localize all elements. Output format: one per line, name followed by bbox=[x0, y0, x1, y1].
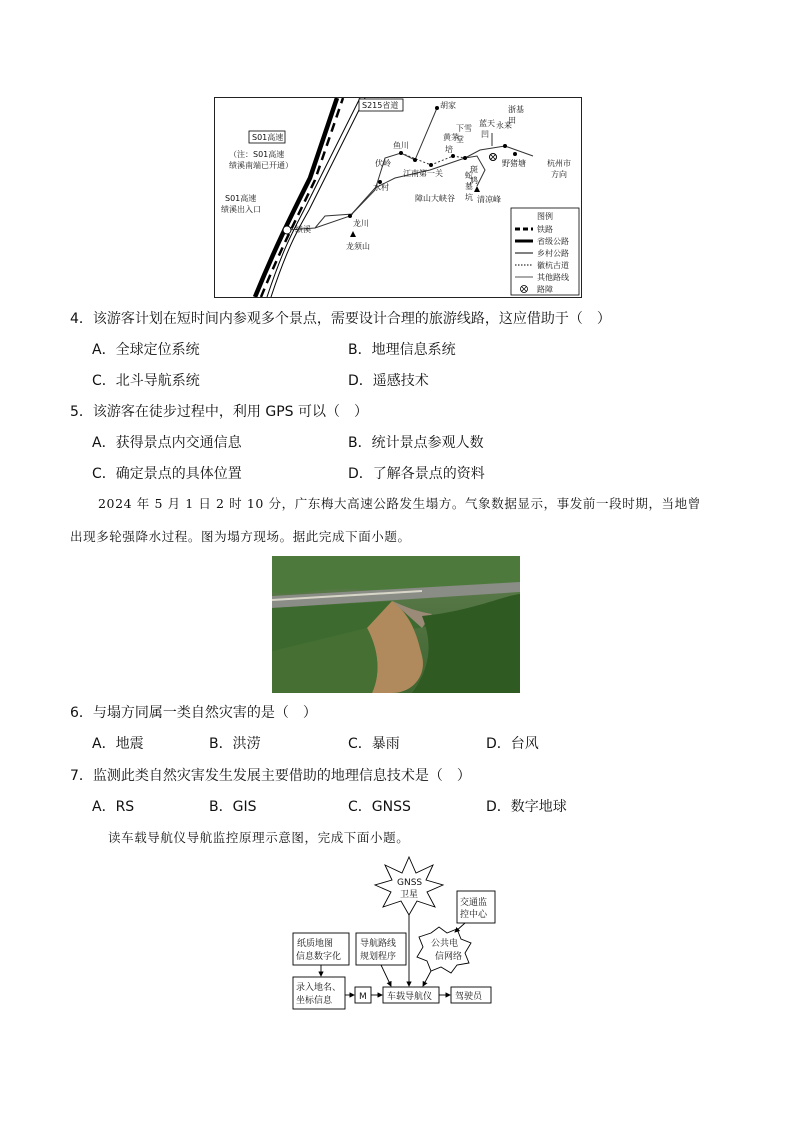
nav-label: 车载导航仪 bbox=[387, 992, 433, 1002]
legend-title: 图例 bbox=[537, 212, 553, 221]
q6-option-d[interactable]: D．台风 bbox=[486, 736, 539, 752]
m-label: M bbox=[359, 992, 367, 1002]
label-longxu: 龙须山 bbox=[346, 242, 370, 251]
route-label-1: 导航路线 bbox=[360, 939, 397, 949]
label-hujia: 胡家 bbox=[440, 101, 456, 110]
q4-option-b[interactable]: B．地理信息系统 bbox=[348, 342, 456, 358]
q5-option-a[interactable]: A．获得景点内交通信息 bbox=[92, 435, 242, 451]
mountain-icon-longxu bbox=[350, 231, 356, 237]
dot-zheji bbox=[513, 152, 517, 156]
label-jixi: 绩溪 bbox=[295, 225, 311, 234]
scenic-route-map bbox=[214, 97, 582, 298]
dot-jixi bbox=[283, 226, 291, 234]
satellite-label-2: 卫星 bbox=[400, 890, 419, 900]
route-label-2: 规划程序 bbox=[360, 952, 397, 962]
label-xiaxue: 下雪 bbox=[456, 124, 472, 133]
dot-yuchuan bbox=[413, 158, 417, 162]
label-hangzhou2: 方向 bbox=[551, 170, 567, 179]
s01-entrance-1: S01高速 bbox=[225, 194, 257, 203]
dot-banjiu bbox=[463, 156, 467, 160]
map-svg bbox=[215, 98, 581, 297]
question-6-stem: 6．与塌方同属一类自然灾害的是（ ） bbox=[70, 705, 317, 721]
passage-1-line-1: 2024 年 5 月 1 日 2 时 10 分，广东梅大高速公路发生塌方。气象数据显示，事发前一段时期，当地曾 bbox=[98, 496, 701, 511]
legend-trail: 徽杭古道 bbox=[537, 261, 569, 270]
label-shejia: 蛇 bbox=[465, 171, 473, 180]
dot-hujia bbox=[435, 106, 439, 110]
q7-option-d[interactable]: D．数字地球 bbox=[486, 799, 567, 815]
arrow-center-telecom bbox=[455, 923, 465, 932]
label-yonglai: 永来 bbox=[496, 121, 512, 130]
question-4-stem: 4．该游客计划在短时间内参观多个景点，需要设计合理的旅游线路，这应借助于（ ） bbox=[70, 311, 611, 327]
label-qingliang: 清凉峰 bbox=[477, 195, 501, 204]
landslide-photo bbox=[272, 556, 520, 693]
q7-option-b[interactable]: B．GIS bbox=[209, 799, 257, 815]
dot-yonglai bbox=[503, 144, 507, 148]
question-7-stem: 7．监测此类自然灾害发生发展主要借助的地理信息技术是（ ） bbox=[70, 768, 471, 784]
q6-option-b[interactable]: B．洪涝 bbox=[209, 736, 261, 752]
label-shuicun: 水村 bbox=[373, 183, 389, 192]
question-5-stem: 5．该游客在徒步过程中，利用 GPS 可以（ ） bbox=[70, 404, 368, 420]
legend-railway: 铁路 bbox=[537, 225, 553, 234]
s01-entrance-2: 绩溪出入口 bbox=[221, 205, 261, 214]
satellite-label-1: GNSS bbox=[397, 878, 423, 888]
navigation-diagram bbox=[283, 855, 503, 1015]
label-huangmao: 黄茅 bbox=[443, 133, 459, 142]
paper-label-2: 信息数字化 bbox=[296, 952, 342, 962]
q4-option-a[interactable]: A．全球定位系统 bbox=[92, 342, 200, 358]
dot-jiangnan bbox=[429, 163, 433, 167]
s215-label: S215省道 bbox=[362, 101, 399, 110]
map-note-2: 绩溪南端已开通） bbox=[229, 161, 293, 170]
label-peishan: 培 bbox=[445, 145, 453, 154]
label-longchuan: 龙川 bbox=[353, 219, 369, 228]
telecom-label-2: 信网络 bbox=[435, 952, 463, 962]
map-note-1: （注：S01高速 bbox=[229, 150, 285, 159]
traffic-label-2: 控中心 bbox=[460, 910, 488, 920]
telecom-cloud-icon bbox=[417, 927, 471, 973]
label-yezhutang: 野猪塘 bbox=[502, 159, 526, 168]
label-banjiu: 斑 bbox=[470, 165, 478, 174]
road-segment bbox=[350, 190, 375, 216]
label-banjiu2: 鸠 bbox=[470, 176, 478, 185]
dot-longchuan bbox=[348, 214, 352, 218]
telecom-label-1: 公共电 bbox=[431, 939, 459, 949]
provincial-road-edge bbox=[271, 98, 365, 297]
dot-xiaxue bbox=[451, 154, 455, 158]
q7-option-c[interactable]: C．GNSS bbox=[348, 799, 411, 815]
arrow-telecom-nav bbox=[423, 971, 431, 986]
label-zheji2: 田 bbox=[508, 116, 516, 125]
passage-1-line-2: 出现多轮强降水过程。图为塌方现场。据此完成下面小题。 bbox=[70, 529, 411, 544]
legend-other: 其他路线 bbox=[537, 273, 569, 282]
q6-option-a[interactable]: A．地震 bbox=[92, 736, 144, 752]
label-shejia3: 坑 bbox=[465, 193, 473, 202]
label-lantian: 蓝天 bbox=[479, 119, 495, 128]
legend-roadblock: 路障 bbox=[537, 285, 553, 294]
input-label-2: 坐标信息 bbox=[296, 996, 333, 1006]
label-jiangnan: 江南第一关 bbox=[403, 169, 443, 178]
navigation-diagram-svg bbox=[283, 855, 503, 1015]
q5-option-d[interactable]: D．了解各景点的资料 bbox=[348, 466, 485, 482]
label-xiaxue2: 堂 bbox=[456, 135, 464, 144]
legend-country: 乡村公路 bbox=[537, 249, 569, 258]
landslide-photo-svg bbox=[272, 556, 520, 693]
label-zheji: 浙基 bbox=[508, 105, 524, 114]
legend-provincial: 省级公路 bbox=[537, 237, 569, 246]
label-fuling: 伏岭 bbox=[375, 159, 391, 168]
traffic-label-1: 交通监 bbox=[460, 898, 488, 908]
arrow-route-nav bbox=[381, 965, 391, 986]
label-lantian2: 凹 bbox=[481, 130, 489, 139]
paper-label-1: 纸质地图 bbox=[297, 939, 334, 949]
label-zhangshan: 障山大峡谷 bbox=[415, 194, 455, 203]
dot-fuling bbox=[399, 151, 403, 155]
label-shejia2: 墓 bbox=[465, 182, 473, 191]
q5-option-b[interactable]: B．统计景点参观人数 bbox=[348, 435, 484, 451]
q4-option-d[interactable]: D．遥感技术 bbox=[348, 373, 429, 389]
label-yuchuan: 鱼川 bbox=[393, 141, 409, 150]
passage-2: 读车载导航仪导航监控原理示意图，完成下面小题。 bbox=[108, 830, 410, 845]
map-legend bbox=[511, 208, 579, 295]
q4-option-c[interactable]: C．北斗导航系统 bbox=[92, 373, 200, 389]
q7-option-a[interactable]: A．RS bbox=[92, 799, 135, 815]
s01-label: S01高速 bbox=[252, 133, 284, 142]
label-hangzhou: 杭州市 bbox=[547, 159, 571, 168]
driver-label: 驾驶员 bbox=[455, 992, 483, 1002]
railway-line bbox=[255, 98, 337, 297]
mountain-icon-qingliang bbox=[474, 186, 480, 192]
q5-option-c[interactable]: C．确定景点的具体位置 bbox=[92, 466, 242, 482]
input-label-1: 录入地名、 bbox=[296, 983, 342, 993]
q6-option-c[interactable]: C．暴雨 bbox=[348, 736, 400, 752]
ancient-trail bbox=[401, 153, 465, 165]
provincial-road bbox=[267, 98, 360, 297]
